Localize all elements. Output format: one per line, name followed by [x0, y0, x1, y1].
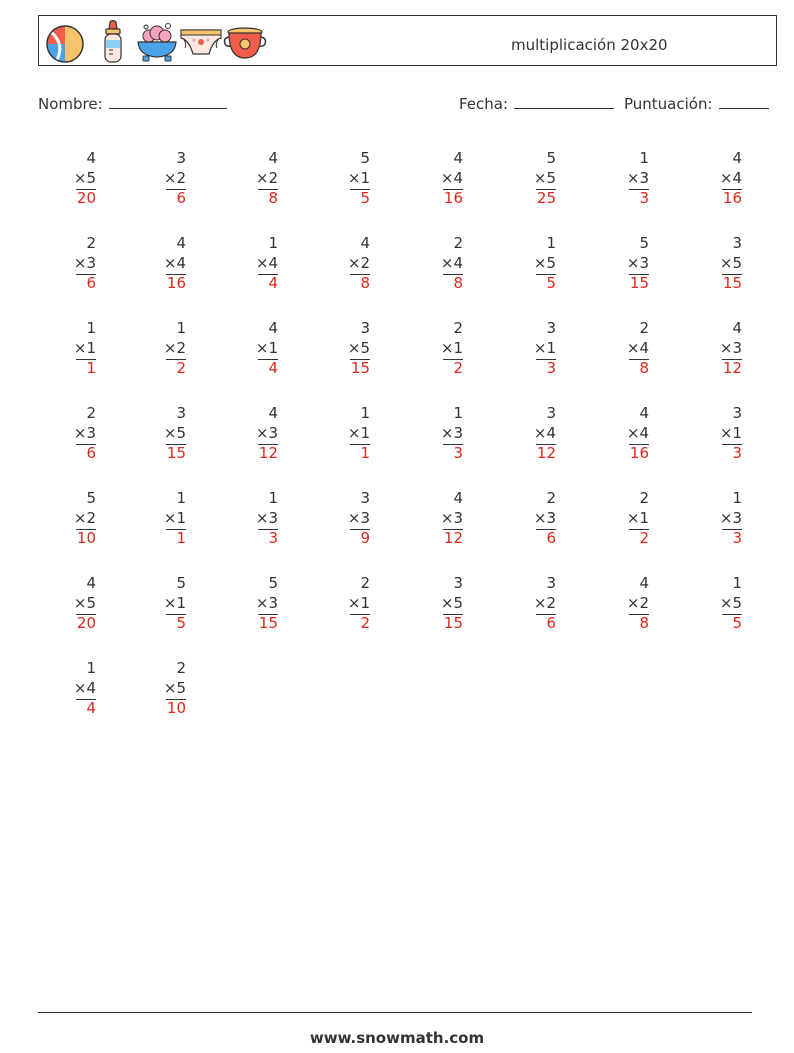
answer: 8: [360, 274, 370, 292]
answer-line: [166, 614, 186, 615]
answer: 4: [268, 274, 278, 292]
answer: 15: [258, 614, 278, 632]
multiplicand: 4: [360, 234, 370, 252]
multiplication-problem: [46, 319, 96, 381]
answer: 2: [453, 359, 463, 377]
multiplicand: 2: [639, 319, 649, 337]
multiplicand: 4: [268, 404, 278, 422]
answer-line: [722, 444, 742, 445]
multiplicand: 2: [86, 234, 96, 252]
multiplication-problem: [599, 574, 649, 636]
answer-line: [629, 274, 649, 275]
multiplication-problem: [692, 489, 742, 551]
multiplicand: 1: [360, 404, 370, 422]
answer: 6: [546, 614, 556, 632]
multiplication-problem: [46, 404, 96, 466]
answer: 5: [732, 614, 742, 632]
multiplicand: 3: [732, 234, 742, 252]
answer: 3: [732, 444, 742, 462]
answer-line: [258, 529, 278, 530]
answer-line: [350, 529, 370, 530]
multiplicand: 4: [639, 574, 649, 592]
multiplier: ×1: [73, 339, 96, 357]
multiplier: ×4: [719, 169, 742, 187]
multiplication-problem: [46, 234, 96, 296]
multiplier: ×1: [533, 339, 556, 357]
answer: 16: [629, 444, 649, 462]
score-label: Puntuación:: [624, 95, 713, 113]
answer: 2: [176, 359, 186, 377]
multiplier: ×3: [347, 509, 370, 527]
name-label: Nombre:: [38, 95, 103, 113]
multiplier: ×1: [440, 339, 463, 357]
multiplication-problem: [413, 574, 463, 636]
answer: 8: [639, 614, 649, 632]
multiplier: ×4: [255, 254, 278, 272]
multiplication-problem: [599, 404, 649, 466]
multiplication-problem: [228, 404, 278, 466]
answer: 6: [546, 529, 556, 547]
multiplier: ×2: [347, 254, 370, 272]
multiplication-problem: [506, 574, 556, 636]
answer: 16: [722, 189, 742, 207]
multiplication-problem: [413, 404, 463, 466]
answer: 12: [722, 359, 742, 377]
answer: 20: [76, 614, 96, 632]
multiplicand: 4: [732, 319, 742, 337]
multiplicand: 2: [86, 404, 96, 422]
multiplier: ×3: [73, 254, 96, 272]
answer-line: [629, 444, 649, 445]
multiplicand: 4: [268, 149, 278, 167]
answer: 10: [76, 529, 96, 547]
multiplicand: 1: [268, 234, 278, 252]
answer: 15: [166, 444, 186, 462]
answer: 1: [360, 444, 370, 462]
answer: 3: [546, 359, 556, 377]
answer: 6: [86, 444, 96, 462]
multiplicand: 2: [546, 489, 556, 507]
answer-line: [76, 529, 96, 530]
date-label: Fecha:: [459, 95, 509, 113]
answer-line: [722, 359, 742, 360]
answer-line: [76, 614, 96, 615]
multiplier: ×1: [255, 339, 278, 357]
answer-line: [166, 444, 186, 445]
answer-line: [76, 189, 96, 190]
answer-line: [722, 529, 742, 530]
answer-line: [258, 614, 278, 615]
multiplier: ×3: [719, 339, 742, 357]
multiplier: ×2: [163, 339, 186, 357]
multiplier: ×5: [533, 254, 556, 272]
multiplier: ×1: [347, 169, 370, 187]
answer-line: [443, 189, 463, 190]
multiplication-problem: [506, 489, 556, 551]
answer-line: [76, 274, 96, 275]
answer-line: [536, 444, 556, 445]
multiplier: ×1: [347, 594, 370, 612]
multiplicand: 2: [453, 234, 463, 252]
multiplication-problem: [599, 234, 649, 296]
multiplication-problem: [136, 659, 186, 721]
multiplicand: 1: [176, 489, 186, 507]
multiplicand: 4: [268, 319, 278, 337]
answer-line: [443, 359, 463, 360]
multiplier: ×3: [73, 424, 96, 442]
multiplier: ×5: [719, 594, 742, 612]
multiplication-problem: [228, 149, 278, 211]
multiplicand: 5: [268, 574, 278, 592]
answer: 16: [166, 274, 186, 292]
answer: 15: [443, 614, 463, 632]
multiplication-problem: [506, 319, 556, 381]
answer: 5: [546, 274, 556, 292]
footer-website: www.snowmath.com: [309, 1029, 485, 1047]
multiplication-problem: [599, 149, 649, 211]
multiplier: ×5: [73, 169, 96, 187]
answer: 3: [268, 529, 278, 547]
answer-line: [350, 274, 370, 275]
multiplier: ×4: [73, 679, 96, 697]
multiplication-problem: [228, 234, 278, 296]
multiplicand: 1: [176, 319, 186, 337]
answer: 5: [176, 614, 186, 632]
multiplier: ×5: [719, 254, 742, 272]
answer-line: [166, 189, 186, 190]
answer: 16: [443, 189, 463, 207]
multiplication-problem: [692, 319, 742, 381]
multiplication-problem: [46, 659, 96, 721]
answer: 8: [453, 274, 463, 292]
multiplication-problem: [136, 234, 186, 296]
answer-line: [443, 529, 463, 530]
answer: 1: [86, 359, 96, 377]
multiplicand: 5: [546, 149, 556, 167]
multiplier: ×3: [440, 424, 463, 442]
multiplicand: 2: [360, 574, 370, 592]
multiplicand: 4: [639, 404, 649, 422]
answer-line: [76, 444, 96, 445]
answer-line: [536, 189, 556, 190]
multiplication-problem: [136, 574, 186, 636]
multiplier: ×2: [73, 509, 96, 527]
answer-line: [629, 189, 649, 190]
answer: 15: [629, 274, 649, 292]
multiplicand: 4: [86, 574, 96, 592]
answer-line: [166, 274, 186, 275]
answer-line: [629, 359, 649, 360]
answer: 3: [732, 529, 742, 547]
multiplication-problem: [136, 489, 186, 551]
multiplication-problem: [320, 404, 370, 466]
multiplication-problem: [136, 319, 186, 381]
answer: 2: [360, 614, 370, 632]
answer: 9: [360, 529, 370, 547]
multiplication-problem: [320, 234, 370, 296]
multiplier: ×5: [73, 594, 96, 612]
answer: 12: [443, 529, 463, 547]
multiplier: ×4: [440, 169, 463, 187]
answer-line: [536, 529, 556, 530]
answer-line: [350, 444, 370, 445]
multiplicand: 5: [360, 149, 370, 167]
answer: 8: [639, 359, 649, 377]
multiplication-problem: [506, 149, 556, 211]
multiplier: ×4: [163, 254, 186, 272]
multiplier: ×5: [347, 339, 370, 357]
multiplier: ×5: [533, 169, 556, 187]
answer-line: [166, 359, 186, 360]
answer: 4: [86, 699, 96, 717]
multiplicand: 5: [639, 234, 649, 252]
answer-line: [166, 529, 186, 530]
multiplier: ×5: [163, 424, 186, 442]
answer: 20: [76, 189, 96, 207]
multiplier: ×4: [626, 339, 649, 357]
answer-line: [722, 274, 742, 275]
answer: 15: [350, 359, 370, 377]
answer: 6: [86, 274, 96, 292]
multiplier: ×3: [255, 424, 278, 442]
multiplication-problem: [599, 319, 649, 381]
answer-line: [629, 614, 649, 615]
answer-line: [76, 699, 96, 700]
answer: 5: [360, 189, 370, 207]
answer-line: [350, 189, 370, 190]
multiplication-problem: [228, 319, 278, 381]
multiplication-problem: [692, 234, 742, 296]
answer: 25: [536, 189, 556, 207]
multiplicand: 3: [732, 404, 742, 422]
multiplication-problem: [692, 574, 742, 636]
multiplicand: 5: [176, 574, 186, 592]
answer-line: [258, 444, 278, 445]
multiplicand: 1: [639, 149, 649, 167]
multiplier: ×4: [440, 254, 463, 272]
multiplicand: 3: [546, 574, 556, 592]
multiplication-problem: [136, 149, 186, 211]
answer-line: [443, 274, 463, 275]
answer-line: [76, 359, 96, 360]
answer-line: [443, 614, 463, 615]
answer-line: [536, 359, 556, 360]
answer-line: [536, 614, 556, 615]
multiplicand: 1: [732, 574, 742, 592]
multiplicand: 1: [453, 404, 463, 422]
multiplication-problem: [136, 404, 186, 466]
worksheet-title: multiplicación 20x20: [511, 36, 668, 54]
multiplicand: 3: [453, 574, 463, 592]
multiplication-problem: [228, 489, 278, 551]
multiplication-problem: [320, 574, 370, 636]
answer-line: [350, 359, 370, 360]
multiplier: ×2: [255, 169, 278, 187]
answer: 15: [722, 274, 742, 292]
multiplication-problem: [413, 489, 463, 551]
multiplicand: 4: [453, 149, 463, 167]
multiplier: ×2: [533, 594, 556, 612]
multiplier: ×4: [626, 424, 649, 442]
answer: 12: [536, 444, 556, 462]
multiplicand: 3: [546, 319, 556, 337]
multiplicand: 4: [453, 489, 463, 507]
answer: 12: [258, 444, 278, 462]
answer-line: [258, 189, 278, 190]
multiplier: ×3: [626, 169, 649, 187]
multiplier: ×3: [255, 509, 278, 527]
answer-line: [258, 274, 278, 275]
answer-line: [629, 529, 649, 530]
multiplier: ×3: [719, 509, 742, 527]
multiplicand: 2: [639, 489, 649, 507]
answer: 8: [268, 189, 278, 207]
multiplication-problem: [228, 574, 278, 636]
answer-line: [258, 359, 278, 360]
multiplier: ×1: [719, 424, 742, 442]
multiplication-problem: [413, 234, 463, 296]
answer-line: [722, 614, 742, 615]
multiplier: ×3: [255, 594, 278, 612]
multiplication-problem: [46, 489, 96, 551]
multiplication-problem: [320, 149, 370, 211]
answer: 2: [639, 529, 649, 547]
footer-divider: [38, 1012, 752, 1013]
multiplicand: 1: [86, 659, 96, 677]
multiplier: ×3: [440, 509, 463, 527]
answer: 4: [268, 359, 278, 377]
multiplicand: 3: [546, 404, 556, 422]
multiplication-problem: [413, 319, 463, 381]
answer-line: [536, 274, 556, 275]
multiplication-problem: [692, 149, 742, 211]
multiplier: ×3: [626, 254, 649, 272]
multiplier: ×2: [163, 169, 186, 187]
multiplicand: 4: [176, 234, 186, 252]
multiplicand: 1: [86, 319, 96, 337]
multiplicand: 2: [176, 659, 186, 677]
answer-line: [722, 189, 742, 190]
multiplier: ×1: [347, 424, 370, 442]
multiplicand: 2: [453, 319, 463, 337]
multiplicand: 3: [360, 319, 370, 337]
multiplier: ×3: [533, 509, 556, 527]
answer-line: [166, 699, 186, 700]
multiplicand: 3: [176, 149, 186, 167]
multiplier: ×4: [533, 424, 556, 442]
multiplication-problem: [413, 149, 463, 211]
answer: 1: [176, 529, 186, 547]
answer: 3: [639, 189, 649, 207]
answer: 3: [453, 444, 463, 462]
answer: 6: [176, 189, 186, 207]
multiplicand: 3: [176, 404, 186, 422]
multiplier: ×1: [163, 509, 186, 527]
multiplicand: 5: [86, 489, 96, 507]
multiplication-problem: [46, 574, 96, 636]
multiplier: ×1: [163, 594, 186, 612]
multiplication-problem: [46, 149, 96, 211]
multiplication-problem: [320, 319, 370, 381]
multiplicand: 1: [268, 489, 278, 507]
multiplication-problem: [599, 489, 649, 551]
multiplication-problem: [506, 404, 556, 466]
multiplicand: 4: [732, 149, 742, 167]
answer: 10: [166, 699, 186, 717]
multiplier: ×2: [626, 594, 649, 612]
multiplication-problem: [692, 404, 742, 466]
multiplier: ×5: [163, 679, 186, 697]
answer-line: [350, 614, 370, 615]
multiplicand: 1: [732, 489, 742, 507]
multiplicand: 4: [86, 149, 96, 167]
multiplication-problem: [320, 489, 370, 551]
multiplier: ×1: [626, 509, 649, 527]
answer-line: [443, 444, 463, 445]
multiplicand: 3: [360, 489, 370, 507]
multiplicand: 1: [546, 234, 556, 252]
multiplier: ×5: [440, 594, 463, 612]
multiplication-problem: [506, 234, 556, 296]
